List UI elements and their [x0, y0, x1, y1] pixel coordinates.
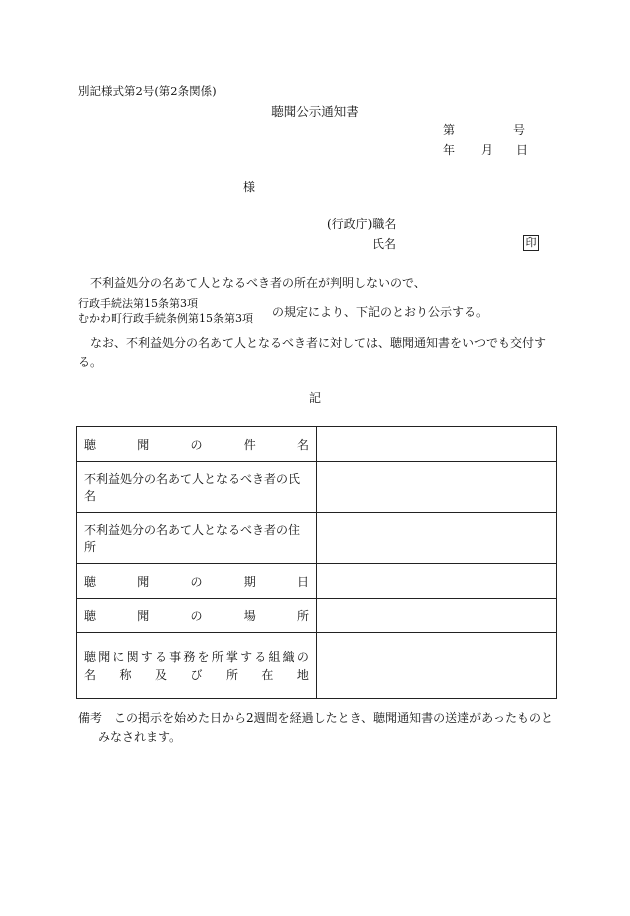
- form-label: 別記様式第2号(第2条関係): [78, 84, 217, 98]
- details-table: [76, 426, 557, 699]
- label-char: す: [140, 649, 153, 664]
- label-char: 織: [282, 649, 295, 664]
- body-paragraph-2-line-1: なお、不利益処分の名あて人となるべき者に対しては、聴聞通知書をいつでも交付す: [90, 336, 547, 350]
- label-char: び: [190, 667, 203, 682]
- label-char: 場: [243, 609, 256, 623]
- body-paragraph-2-line-2: る。: [78, 355, 103, 369]
- label-char: の: [190, 574, 203, 589]
- organization-label: [77, 633, 317, 699]
- label-char: 日: [296, 574, 309, 589]
- label-char: 聴: [84, 609, 97, 623]
- label-char: 所: [296, 609, 309, 623]
- label-char: の: [190, 437, 203, 452]
- seal-mark: 印: [523, 235, 539, 251]
- label-char: 聞: [137, 574, 150, 589]
- label-char: る: [254, 649, 267, 664]
- hearing-subject-value: [317, 427, 557, 462]
- party-address-label: 不利益処分の名あて人となるべき者の住所: [77, 513, 317, 564]
- label-char: に: [112, 649, 125, 664]
- date-day-label: 日: [516, 143, 529, 157]
- label-char: す: [240, 649, 253, 664]
- label-char: 聞: [137, 609, 150, 623]
- date-month-label: 月: [481, 143, 494, 157]
- number-prefix: 第: [443, 123, 456, 137]
- hearing-place-value: [317, 599, 557, 633]
- organization-value: [317, 633, 557, 699]
- label-char: 名: [296, 437, 309, 452]
- issuer-name-label: 氏名: [372, 237, 397, 251]
- note-line-1: 備考 この掲示を始めた日から2週間を経過したとき、聴聞通知書の送達があったものと: [78, 711, 554, 725]
- label-char: の: [296, 649, 309, 664]
- label-char: 務: [183, 649, 196, 664]
- hearing-subject-label: [77, 427, 317, 462]
- label-char: 聴: [84, 574, 97, 589]
- issuer-title-label: (行政庁)職名: [327, 217, 397, 231]
- label-char: 所: [211, 649, 224, 664]
- note-line-2: みなされます。: [98, 730, 182, 744]
- date-year-label: 年: [443, 143, 456, 157]
- label-char: 在: [261, 667, 274, 682]
- label-char: を: [197, 649, 210, 664]
- label-char: 組: [268, 649, 281, 664]
- hearing-date-value: [317, 564, 557, 599]
- label-char: 聞: [137, 437, 150, 452]
- label-char: 関: [126, 649, 139, 664]
- spread-label: [84, 666, 309, 684]
- ki-heading: 記: [308, 391, 321, 405]
- table-row: [77, 633, 557, 699]
- table-row: [77, 599, 557, 633]
- label-char: 聴: [84, 649, 97, 664]
- label-char: 地: [296, 667, 309, 682]
- law-reference-2: むかわ町行政手続条例第15条第3項: [78, 312, 253, 325]
- label-char: 期: [243, 574, 256, 589]
- rule-tail-text: の規定により、下記のとおり公示する。: [272, 305, 489, 319]
- law-reference-1: 行政手続法第15条第3項: [78, 297, 198, 310]
- spread-label: [84, 573, 309, 590]
- label-char: 件: [243, 437, 256, 452]
- party-name-value: [317, 462, 557, 513]
- table-row: [77, 462, 557, 513]
- spread-label: [84, 648, 309, 666]
- document-title: 聴聞公示通知書: [271, 104, 359, 119]
- table-row: [77, 564, 557, 599]
- label-char: 聴: [84, 437, 97, 452]
- hearing-date-label: [77, 564, 317, 599]
- body-paragraph-1: 不利益処分の名あて人となるべき者の所在が判明しないので、: [90, 276, 426, 290]
- label-char: 聞: [98, 649, 111, 664]
- addressee-honorific: 様: [243, 180, 256, 194]
- label-char: 掌: [225, 649, 238, 664]
- label-char: る: [154, 649, 167, 664]
- spread-label: [84, 607, 309, 624]
- label-char: 名: [84, 667, 97, 682]
- hearing-place-label: [77, 599, 317, 633]
- table-row: [77, 513, 557, 564]
- number-suffix: 号: [513, 123, 526, 137]
- label-char: 事: [169, 649, 182, 664]
- party-address-value: [317, 513, 557, 564]
- spread-label: [84, 436, 309, 453]
- label-char: 所: [225, 667, 238, 682]
- label-char: 称: [119, 667, 132, 682]
- party-name-label: 不利益処分の名あて人となるべき者の氏名: [77, 462, 317, 513]
- table-row: [77, 427, 557, 462]
- label-char: の: [190, 609, 203, 623]
- label-char: 及: [154, 667, 167, 682]
